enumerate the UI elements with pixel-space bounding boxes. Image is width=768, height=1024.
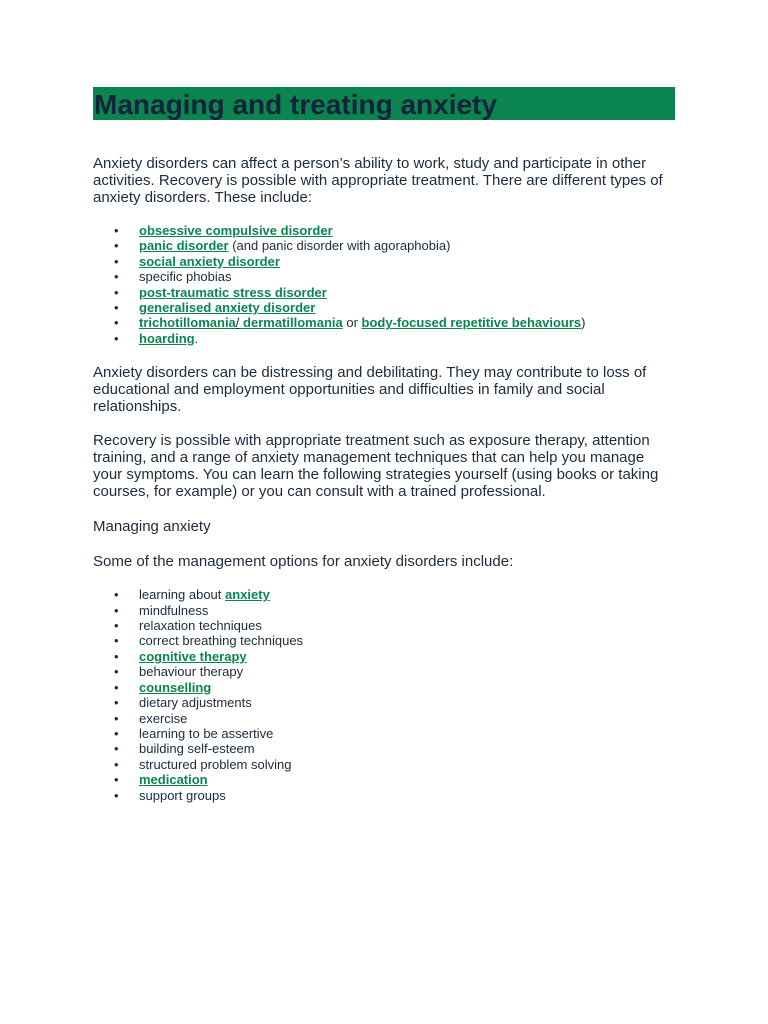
list-item <box>93 757 675 772</box>
list-item <box>93 711 675 726</box>
list-item-text: relaxation techniques <box>139 618 262 634</box>
list-item-text: ) <box>581 315 586 331</box>
list-item <box>93 772 675 787</box>
list-item-text: learning to be assertive <box>139 725 274 741</box>
list-item <box>93 331 675 346</box>
list-item <box>93 587 675 602</box>
link-generalised-anxiety-disorder[interactable]: generalised anxiety disorder <box>139 300 316 316</box>
intro-paragraph: Anxiety disorders can affect a person’s ability to work, study and participate in other activities. Recovery is possible with appropriate treatment. There are different types of anxiety disorders. These include: <box>93 155 663 206</box>
body-paragraph: Anxiety disorders can be distressing and debilitating. They may contribute to loss of educational and employment opportunities and difficulties in family and social relationships. <box>93 364 647 416</box>
link-obsessive-compulsive-disorder[interactable]: obsessive compulsive disorder <box>139 223 333 238</box>
disorders-list <box>93 223 675 346</box>
list-item-text: exercise <box>139 710 188 726</box>
list-item <box>93 315 675 330</box>
link-cognitive-therapy[interactable]: cognitive therapy <box>139 648 247 664</box>
link-hoarding[interactable]: hoarding <box>139 330 195 346</box>
list-item-text: (and panic disorder with agoraphobia) <box>228 238 451 254</box>
list-item-text: behaviour therapy <box>139 664 244 680</box>
title-banner <box>93 87 675 120</box>
list-item-text: building self-esteem <box>139 741 255 757</box>
link-social-anxiety-disorder[interactable]: social anxiety disorder <box>139 253 280 269</box>
list-item <box>93 633 675 648</box>
list-item-text: . <box>194 330 199 346</box>
list-item-text: learning about <box>139 587 226 603</box>
list-item <box>93 649 675 664</box>
list-item <box>93 618 675 633</box>
link-medication[interactable]: medication <box>139 772 208 788</box>
link-body-focused-repetitive-behaviours[interactable]: body-focused repetitive behaviours <box>361 315 582 331</box>
list-item <box>93 269 675 284</box>
list-item <box>93 238 675 253</box>
list-item-separator: / <box>235 315 240 331</box>
body-paragraph: Recovery is possible with appropriate treatment such as exposure therapy, attention training, and a range of anxiety management techniques that can help you manage your symptoms. You can learn the following strategies yourself (using books or taking courses, for example) or you can consult with a trained professional. <box>93 432 659 501</box>
list-item-text: correct breathing techniques <box>139 633 304 649</box>
list-item <box>93 664 675 679</box>
link-dermatillomania[interactable]: dermatillomania <box>239 315 343 331</box>
section-intro: Some of the management options for anxiety disorders include: <box>93 553 514 571</box>
list-item-text: specific phobias <box>139 269 232 285</box>
list-item-text: dietary adjustments <box>139 695 252 711</box>
list-item <box>93 285 675 300</box>
page-title: Managing and treating anxiety <box>94 89 497 120</box>
list-item <box>93 788 675 803</box>
list-item <box>93 680 675 695</box>
list-item-text: support groups <box>139 787 226 803</box>
list-item <box>93 300 675 315</box>
management-options-list <box>93 587 675 803</box>
document-page <box>93 87 675 803</box>
link-post-traumatic-stress-disorder[interactable]: post-traumatic stress disorder <box>139 284 327 300</box>
link-panic-disorder[interactable]: panic disorder <box>139 238 229 254</box>
list-item-text: structured problem solving <box>139 756 292 772</box>
section-heading: Managing anxiety <box>93 518 211 536</box>
link-anxiety[interactable]: anxiety <box>225 587 270 603</box>
list-item <box>93 254 675 269</box>
list-item <box>93 726 675 741</box>
link-trichotillomania[interactable]: trichotillomania <box>139 315 236 331</box>
list-item <box>93 741 675 756</box>
link-counselling[interactable]: counselling <box>139 679 212 695</box>
list-item-text: or <box>342 315 362 331</box>
list-item <box>93 223 675 238</box>
list-item <box>93 695 675 710</box>
list-item <box>93 603 675 618</box>
list-item-text: mindfulness <box>139 602 209 618</box>
